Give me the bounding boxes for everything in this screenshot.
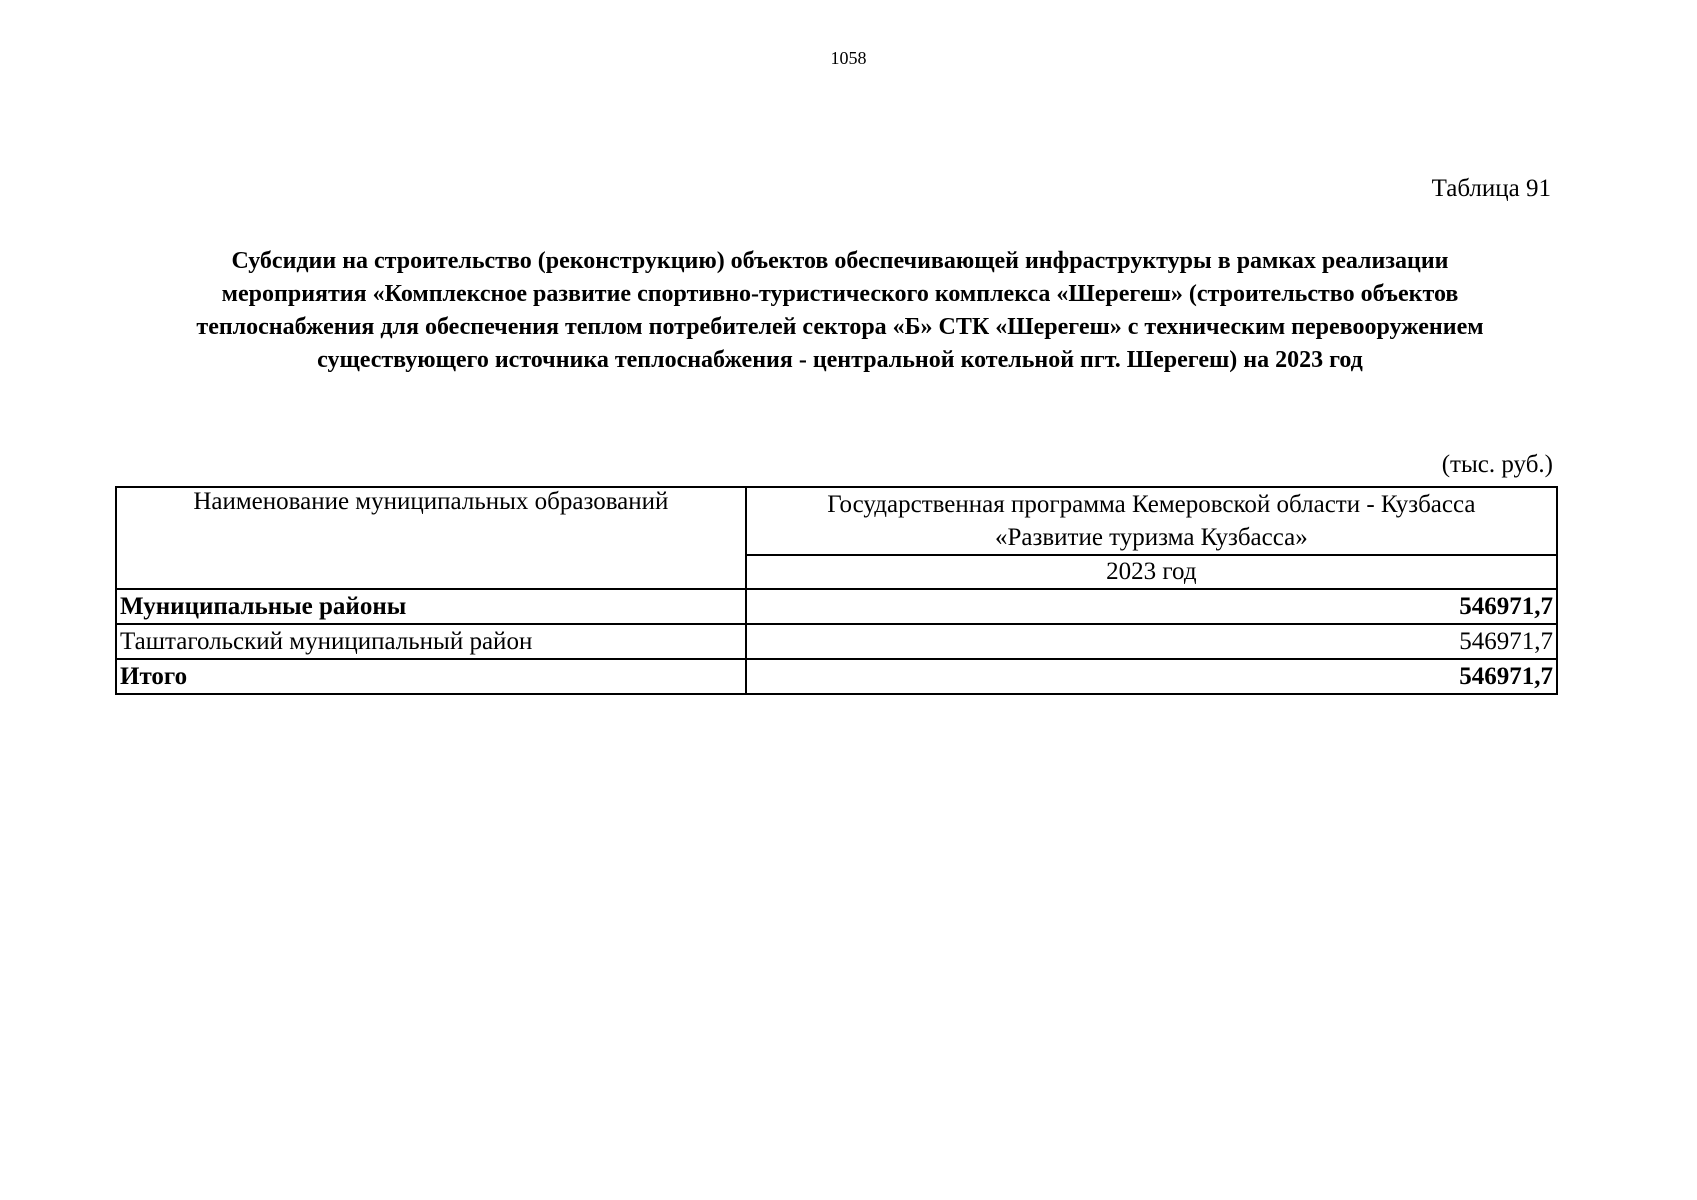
header-program-line: Государственная программа Кемеровской области - Кузбасса bbox=[827, 491, 1476, 518]
table-header-row bbox=[116, 487, 1557, 555]
header-year: 2023 год bbox=[746, 555, 1557, 589]
title-line: мероприятия «Комплексное развитие спортивно-туристического комплекса «Шерегеш» (строительство объектов bbox=[221, 281, 1459, 307]
header-program bbox=[746, 487, 1557, 555]
table-label: Таблица 91 bbox=[1431, 175, 1551, 202]
row-name: Итого bbox=[116, 659, 746, 694]
page-number: 1058 bbox=[830, 48, 867, 68]
title-line: Субсидии на строительство (реконструкцию) объектов обеспечивающей инфраструктуры в рамках реализации bbox=[231, 248, 1449, 274]
title-line: теплоснабжения для обеспечения теплом потребителей сектора «Б» СТК «Шерегеш» с техническим перевооружением bbox=[196, 314, 1484, 340]
row-name: Муниципальные районы bbox=[116, 589, 746, 624]
row-value: 546971,7 bbox=[746, 624, 1557, 659]
title-line: существующего источника теплоснабжения - центральной котельной пгт. Шерегеш) на 2023 год bbox=[317, 347, 1363, 373]
table-row bbox=[116, 659, 1557, 694]
units-label: (тыс. руб.) bbox=[1441, 451, 1553, 478]
header-program-line: «Развитие туризма Кузбасса» bbox=[994, 524, 1308, 551]
row-value: 546971,7 bbox=[746, 659, 1557, 694]
subsidies-table bbox=[115, 486, 1558, 695]
document-title bbox=[120, 245, 1560, 377]
table-row bbox=[116, 589, 1557, 624]
header-municipality-name: Наименование муниципальных образований bbox=[116, 487, 746, 589]
row-name: Таштагольский муниципальный район bbox=[116, 624, 746, 659]
table-row bbox=[116, 624, 1557, 659]
row-value: 546971,7 bbox=[746, 589, 1557, 624]
